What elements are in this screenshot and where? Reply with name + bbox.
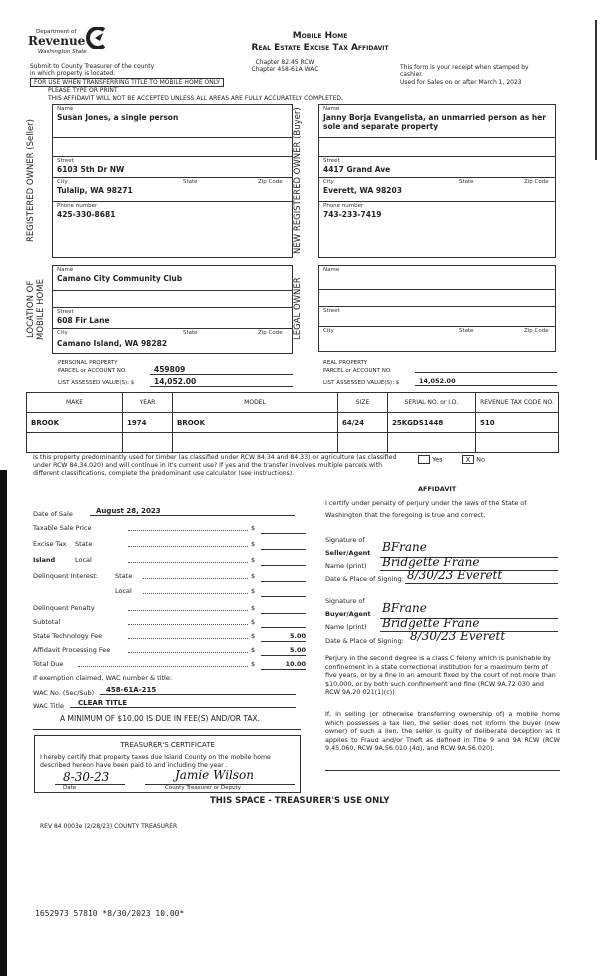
chapter-rcw: Chapter 82.45 RCW — [255, 59, 315, 66]
fee-taxable — [33, 524, 303, 538]
please-type: PLEASE TYPE OR PRINT — [48, 87, 118, 94]
fee-value-field[interactable]: 5.00 — [261, 632, 306, 642]
seller-section-label: REGISTERED OWNER (Seller) — [26, 119, 36, 243]
fee-tech — [33, 632, 306, 646]
dollar-sign: $ — [251, 587, 256, 595]
cell[interactable] — [338, 433, 388, 453]
fee-label: State Technology Fee — [33, 632, 103, 640]
fee-penalty — [33, 604, 303, 618]
buyer-signature: BFrane — [382, 601, 427, 615]
seller-name: Susan Jones, a single person — [57, 113, 179, 122]
fee-label: Delinquent Interest: — [33, 572, 98, 580]
table-header-row — [27, 393, 559, 413]
dollar-sign: $ — [251, 524, 256, 532]
buyer-name: Janny Borja Evangelista, an unmarried person as her sole and separate property — [323, 113, 547, 131]
seller-city: Tulalip, WA 98271 — [57, 186, 133, 195]
dollar-sign: $ — [251, 572, 256, 580]
cell[interactable] — [476, 433, 559, 453]
buyer-sig-of-label: Signature of — [325, 597, 365, 605]
zip-label: Zip Code — [524, 328, 549, 334]
exemption-label: If exemption claimed, WAC number & title: — [33, 674, 173, 682]
name-label: Name — [323, 106, 340, 112]
table-row — [27, 413, 559, 433]
name-label: Name — [323, 267, 340, 273]
cell[interactable] — [388, 433, 476, 453]
seller-agent-label: Seller/Agent — [325, 549, 371, 557]
street-label: Street — [57, 309, 74, 315]
state-label: State — [183, 330, 198, 336]
form-title-1: Mobile Home — [292, 31, 348, 41]
seller-name-extra-field[interactable] — [53, 138, 292, 157]
dollar-sign: $ — [251, 540, 256, 548]
legal-street-field[interactable] — [319, 307, 555, 327]
date-of-sale-field[interactable]: August 28, 2023 — [90, 507, 295, 516]
buyer-agent-label: Buyer/Agent — [325, 610, 371, 618]
location-name-field[interactable] — [53, 266, 292, 291]
phone-label: Phone number — [57, 203, 98, 209]
cell-make[interactable]: BROOK — [27, 413, 123, 433]
fee-processing — [33, 646, 306, 660]
buyer-box — [318, 104, 556, 258]
location-street: 608 Fir Lane — [57, 316, 110, 325]
dollar-sign: $ — [251, 556, 256, 564]
county-name: Island — [33, 556, 56, 564]
seller-date-place-field[interactable] — [405, 568, 558, 584]
fee-value-field[interactable]: 5.00 — [261, 646, 306, 656]
used-for-text: Used for Sales on or after March 1, 2023 — [400, 79, 522, 86]
seller-date-place-label: Date & Place of Signing: — [325, 575, 404, 583]
col-model: MODEL — [173, 393, 338, 413]
treasurer-text: I hereby certify that property taxes due Island County on the mobile home described hereon have been paid to and including the year . — [40, 754, 271, 769]
timber-question: Is this property predominantly used for timber (as classified under RCW 84.34 and 84.33) or agriculture (as classified under RCW 84.34.020) and will continue in it's current use? If yes and the transfer involves multiple parcels with different classifications, complete the predominant use calculator (see instructions). — [33, 454, 397, 477]
minimum-notice: A MINIMUM OF $10.00 IS DUE IN FEE(S) AND/OR TAX. — [60, 714, 260, 723]
name-label: Name — [57, 106, 74, 112]
form-revision: REV 84 0003e (2/28/23) COUNTY TREASURER — [40, 823, 178, 830]
city-label: City — [57, 330, 68, 336]
seller-street: 6103 5th Dr NW — [57, 165, 125, 174]
cell[interactable] — [27, 433, 123, 453]
fee-label: Affidavit Processing Fee — [33, 646, 111, 654]
fee-label: Excise Tax — [33, 540, 67, 548]
lien-notice: If, in selling (or otherwise transferring ownership of) a mobile home which possesses a tax lien, the seller does not inform the buyer (new owner) of such a lien, the seller is guilty of deliberate deception as it applies to Fraud and/or Theft as defined in Title 9 and 9A RCW (RCW 9.45.060, RCW 9A.56.010 (4d), and RCW 9A.56.020). — [325, 710, 560, 753]
cell-year[interactable]: 1974 — [123, 413, 173, 433]
cell-size[interactable]: 64/24 — [338, 413, 388, 433]
col-make: MAKE — [27, 393, 123, 413]
street-label: Street — [323, 158, 340, 164]
logo-state: Washington State — [38, 49, 87, 55]
fee-interest-local — [33, 587, 303, 601]
fee-sublabel: Local — [75, 556, 92, 564]
fee-sublabel: State — [115, 572, 133, 580]
chapter-wac: Chapter 458-61A WAC — [251, 66, 319, 73]
seller-signature: BFrane — [382, 540, 427, 554]
fee-interest-state — [33, 572, 303, 586]
buyer-date-place: 8/30/23 Everett — [410, 629, 506, 643]
seller-street-field[interactable] — [53, 157, 292, 178]
yes-option[interactable] — [418, 455, 443, 464]
logo-dept: Department of — [36, 29, 77, 35]
location-box — [52, 265, 293, 354]
buyer-street: 4417 Grand Ave — [323, 165, 391, 174]
location-name: Camano City Community Club — [57, 274, 183, 283]
treasurer-certificate-box — [34, 735, 301, 793]
dollar-sign: $ — [251, 646, 256, 654]
fee-subtotal — [33, 618, 303, 632]
fee-value-field[interactable]: 10.00 — [261, 660, 306, 670]
location-city: Camano Island, WA 98282 — [57, 339, 168, 348]
seller-name-print-label: Name (print) — [325, 562, 367, 570]
seller-city-field[interactable] — [53, 178, 292, 202]
buyer-phone: 743-233-7419 — [323, 210, 382, 219]
buyer-name-field[interactable] — [319, 105, 555, 138]
buyer-printed-name: Bridgette Frane — [382, 616, 480, 630]
dollar-sign: $ — [251, 632, 256, 640]
fee-total — [33, 660, 306, 674]
divider — [325, 770, 560, 771]
scan-edge — [0, 470, 7, 976]
city-label: City — [323, 179, 334, 185]
cell[interactable] — [173, 433, 338, 453]
seller-phone: 425-330-8681 — [57, 210, 116, 219]
buyer-section-label: NEW REGISTERED OWNER (Buyer) — [293, 107, 303, 255]
treasurer-signature: Jamie Wilson — [175, 768, 255, 782]
mobile-home-table — [26, 392, 559, 453]
col-size: SIZE — [338, 393, 388, 413]
zip-label: Zip Code — [258, 179, 283, 185]
receipt-text: This form is your receipt when stamped by — [400, 64, 529, 71]
seller-box — [52, 104, 293, 258]
zip-label: Zip Code — [258, 330, 283, 336]
wac-title-field[interactable]: CLEAR TITLE — [70, 699, 296, 708]
fee-excise-local — [33, 556, 303, 570]
seller-name-field[interactable] — [53, 105, 292, 138]
seller-printed-name: Bridgette Frane — [382, 555, 480, 569]
no-option[interactable] — [462, 455, 485, 464]
yes-label: Yes — [432, 455, 443, 464]
location-street-field[interactable] — [53, 308, 292, 329]
fee-value-field[interactable] — [261, 572, 306, 582]
fee-value-field[interactable] — [261, 540, 306, 550]
warning-text: THIS AFFIDAVIT WILL NOT BE ACCEPTED UNLESS ALL AREAS ARE FULLY ACCURATELY COMPLETED. — [48, 95, 343, 102]
col-serial: SERIAL NO. or I.D. — [388, 393, 476, 413]
buyer-date-place-label: Date & Place of Signing: — [325, 637, 404, 645]
date-of-sale-label: Date of Sale — [33, 510, 73, 518]
seller-sig-of-label: Signature of — [325, 536, 365, 544]
form-title-2: Real Estate Excise Tax Affidavit — [251, 43, 389, 53]
treasurer-sig-label: County Treasurer or Deputy — [145, 784, 295, 791]
fee-label: Subtotal — [33, 618, 61, 626]
seller-phone-field[interactable] — [53, 202, 292, 226]
location-section-label: LOCATION OF MOBILE HOME — [26, 279, 46, 340]
personal-parcel-field[interactable]: 459809 — [150, 365, 293, 375]
wac-no-field[interactable]: 458-61A-215 — [100, 686, 296, 695]
scan-edge-right — [595, 20, 597, 160]
legal-city-field[interactable] — [319, 327, 555, 352]
fee-label: Taxable Sale Price — [33, 524, 92, 532]
cell-tax-code[interactable]: 510 — [476, 413, 559, 433]
fee-value-field[interactable] — [261, 604, 306, 614]
perjury-notice: Perjury in the second degree is a class C felony which is punishable by confinement in a state correctional institution for a maximum term of five years, or by a fine in an amount fixed by the court of not more than $10,000, or by both such confinement and fine (RCW 9A.72 030 and RCW 9A.20 021(1)(c)) — [325, 654, 556, 697]
dollar-sign: $ — [251, 618, 256, 626]
receipt-text-2: cashier. — [400, 71, 424, 78]
city-label: City — [57, 179, 68, 185]
submit-text-2: in which property is located. — [30, 70, 116, 77]
real-parcel-label: PARCEL or ACCOUNT NO. — [323, 368, 392, 374]
buyer-name-print-label: Name (print) — [325, 623, 367, 631]
wac-title-label: WAC Title — [33, 702, 64, 710]
personal-assessed-label: LIST ASSESSED VALUE(S): $ — [58, 380, 135, 386]
name-label: Name — [57, 267, 74, 273]
real-parcel-field[interactable] — [415, 364, 557, 373]
fee-excise-state — [33, 540, 303, 554]
personal-parcel-label: PARCEL or ACCOUNT NO. — [58, 368, 127, 374]
personal-assessed-field[interactable]: 14,052.00 — [150, 377, 293, 387]
real-property-title: REAL PROPERTY — [323, 360, 368, 366]
buyer-city: Everett, WA 98203 — [323, 186, 402, 195]
buyer-city-field[interactable] — [319, 178, 555, 202]
cell-serial[interactable]: 25KGDS1448 — [388, 413, 476, 433]
fee-value-field[interactable] — [261, 556, 306, 566]
no-checkbox[interactable]: X — [462, 455, 474, 464]
cell[interactable] — [123, 433, 173, 453]
real-assessed-label: LIST ASSESSED VALUE(S): $ — [323, 380, 400, 386]
legal-name-extra-field[interactable] — [319, 290, 555, 307]
dollar-sign: $ — [251, 660, 256, 668]
cell-model[interactable]: BROOK — [173, 413, 338, 433]
fee-label: Total Due — [33, 660, 64, 668]
col-year: YEAR — [123, 393, 173, 413]
col-tax-code: REVENUE TAX CODE NO. — [476, 393, 559, 413]
buyer-name-extra-field[interactable] — [319, 138, 555, 157]
wac-no-label: WAC No. (Sec/Sub) — [33, 689, 95, 697]
location-city-field[interactable] — [53, 329, 292, 354]
fee-label: Delinquent Penalty — [33, 604, 95, 612]
fee-value-field[interactable] — [261, 587, 306, 597]
seller-date-place: 8/30/23 Everett — [407, 568, 503, 582]
state-label: State — [183, 179, 198, 185]
fee-value-field[interactable] — [261, 524, 306, 534]
zip-label: Zip Code — [524, 179, 549, 185]
location-name-extra-field[interactable] — [53, 291, 292, 308]
street-label: Street — [57, 158, 74, 164]
fee-sublabel: Local — [115, 587, 132, 595]
for-use-notice: FOR USE WHEN TRANSFERRING TITLE TO MOBILE HOME ONLY — [30, 78, 224, 87]
logo-revenue: Revenue — [28, 34, 86, 48]
state-label: State — [459, 328, 474, 334]
affidavit-title: AFFIDAVIT — [418, 485, 457, 493]
legal-owner-box — [318, 265, 556, 352]
state-label: State — [459, 179, 474, 185]
phone-label: Phone number — [323, 203, 364, 209]
buyer-street-field[interactable] — [319, 157, 555, 178]
buyer-phone-field[interactable] — [319, 202, 555, 226]
legal-name-field[interactable] — [319, 266, 555, 290]
real-assessed-field[interactable]: 14,052.00 — [415, 377, 557, 386]
treasurer-title: TREASURER'S CERTIFICATE — [120, 741, 215, 749]
fee-sublabel: State — [75, 540, 93, 548]
street-label: Street — [323, 308, 340, 314]
treasurer-use-only: THIS SPACE - TREASURER'S USE ONLY — [210, 796, 390, 806]
city-label: City — [323, 328, 334, 334]
dollar-sign: $ — [251, 604, 256, 612]
table-row-empty — [27, 433, 559, 453]
no-label: No — [476, 455, 485, 464]
personal-property-title: PERSONAL PROPERTY — [58, 360, 118, 366]
certify-text: I certify under penalty of perjury under the laws of the State of Washington that the foregoing is true and correct. — [325, 499, 527, 519]
treasurer-date-label: Date — [55, 784, 125, 791]
treasurer-date: 8-30-23 — [63, 770, 110, 784]
cashier-stamp: 1652973 57810 *8/30/2023 10.00* — [35, 909, 185, 918]
fee-value-field[interactable] — [261, 618, 306, 628]
submit-text: Submit to County Treasurer of the county — [30, 63, 155, 70]
divider — [33, 729, 301, 730]
yes-checkbox[interactable] — [418, 455, 430, 464]
legal-owner-section-label: LEGAL OWNER — [293, 277, 303, 340]
